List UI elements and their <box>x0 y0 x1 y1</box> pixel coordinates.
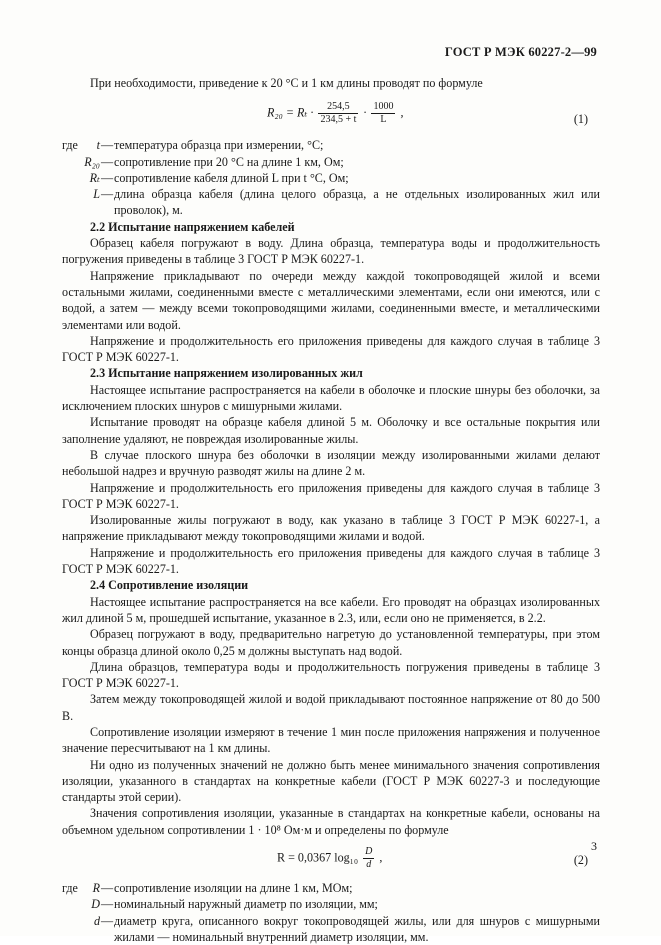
legend-text: температура образца при измерении, °С; <box>114 138 324 153</box>
formula-1-frac2-denominator: L <box>380 114 387 126</box>
legend-symbol: t <box>96 138 100 153</box>
legend-row <box>62 913 600 945</box>
legend-symbol: D <box>91 897 100 912</box>
section-2-4-paragraph: Значения сопротивления изоляции, указанные в стандартах на конкретные кабели, основаны на объемном удельном сопротивлении 1 · 10⁸ Ом·м и определены по формуле <box>62 806 600 837</box>
section-2-4-paragraph: Настоящее испытание распространяется на все кабели. Его проводят на образцах изолированных жил длиной 5 м, прошедшей испытание, указанное в 2.3, или, если оно не применяется, в 2.2. <box>62 594 600 625</box>
section-2-3-paragraph: В случае плоского шнура без оболочки в изоляции между изолированными жилами делают небольшой надрез и вручную разводят жилы на длине 2 м. <box>62 447 600 479</box>
formula-2-numerator: D <box>365 846 373 858</box>
legend-dash: — <box>100 138 114 153</box>
legend-symbol: Rₜ <box>89 170 100 185</box>
formula-1-frac1-denominator: 234,5 + t <box>320 114 357 126</box>
section-2-2-paragraph: Напряжение прикладывают по очереди между каждой токопроводящей жилой и всеми остальными жилами, соединенными вместе с металлическими элементами, если они имеются, или с водой, а затем — между всеми токопроводящими жилами, соединенными вместе, и металлическими элементами или водой. <box>62 268 600 332</box>
formula-2 <box>62 838 600 880</box>
section-2-3-paragraph: Настоящее испытание распространяется на кабели в оболочке и плоские шнуры без оболочки, за исключением плоских шнуров с мишурными жилами. <box>62 382 600 414</box>
formula-1 <box>62 93 600 137</box>
formula-1-tail: , <box>400 105 404 120</box>
legend-text: длина образца кабеля (длина целого образца, а не отдельных изолированных жил или проволок), м. <box>114 187 600 218</box>
section-2-2-heading: 2.2 Испытание напряжением кабелей <box>90 219 295 234</box>
formula-1-number: (1) <box>573 112 588 127</box>
legend-row <box>62 896 600 912</box>
section-2-4-paragraph: Затем между токопроводящей жилой и водой прикладывают постоянное напряжение от 80 до 500 В. <box>62 692 600 723</box>
formula-2-fraction <box>363 846 374 871</box>
section-2-2-paragraph: Напряжение и продолжительность его приложения приведены для каждого случая в таблице 3 ГОСТ Р МЭК 60227-1. <box>62 333 600 365</box>
formula-1-lhs: R₂₀ = Rₜ · <box>267 105 314 120</box>
section-2-3-paragraph: Изолированные жилы погружают в воду, как указано в таблице 3 ГОСТ Р МЭК 60227-1, а напряжение прикладывают между токопроводящими жилами и водой. <box>62 513 600 544</box>
section-2-4-paragraph: Ни одно из полученных значений не должно быть менее минимального значения сопротивления изоляции, указанного в стандартах на конкретные кабели (ГОСТ Р МЭК 60227-3 и последующие стандарты этой серии). <box>62 757 600 805</box>
legend-dash: — <box>100 897 114 912</box>
formula-1-fraction-1 <box>318 101 358 126</box>
legend-symbol: R <box>92 881 100 896</box>
formula-2-legend <box>62 880 600 945</box>
section-2-4-heading: 2.4 Сопротивление изоляции <box>90 578 249 593</box>
section-2-3-paragraph: Напряжение и продолжительность его приложения приведены для каждого случая в таблице 3 ГОСТ Р МЭК 60227-1. <box>62 545 600 577</box>
legend-row <box>62 154 600 170</box>
legend-text: номинальный наружный диаметр по изоляции, мм; <box>114 897 378 912</box>
section-2-2-paragraph: Образец кабеля погружают в воду. Длина образца, температура воды и продолжительность погружения приведены в таблице 3 ГОСТ Р МЭК 60227-1. <box>62 236 600 267</box>
formula-2-denominator: d <box>366 859 372 871</box>
formula-1-body <box>267 101 404 126</box>
formula-1-frac2-numerator: 1000 <box>373 101 394 113</box>
legend-row <box>62 137 600 153</box>
formula-2-body <box>277 846 382 871</box>
legend-row <box>62 880 600 896</box>
section-2-4-paragraph: Длина образцов, температура воды и продолжительность погружения приведены в таблице 3 ГОСТ Р МЭК 60227-1. <box>62 659 600 691</box>
page-number: 3 <box>591 838 597 853</box>
intro-paragraph: При необходимости, приведение к 20 °С и 1 км длины проводят по формуле <box>90 76 483 90</box>
legend-symbol: L <box>93 187 100 202</box>
legend-prefix: где <box>62 138 78 153</box>
formula-2-lhs: R = 0,0367 log₁₀ <box>277 850 359 865</box>
legend-dash: — <box>100 154 114 169</box>
formula-1-legend <box>62 137 600 218</box>
legend-text: диаметр круга, описанного вокруг токопроводящей жилы, или для шнуров с мишурными жилами — номинальный внутренний диаметр изоляции, мм. <box>114 913 600 944</box>
legend-symbol: R₂₀ <box>84 154 100 169</box>
section-2-4-paragraph: Сопротивление изоляции измеряют в течение 1 мин после приложения напряжения и полученное значение пересчитывают на 1 км длины. <box>62 724 600 756</box>
legend-text: сопротивление кабеля длиной L при t °С, Ом; <box>114 170 349 185</box>
section-2-4-paragraph: Образец погружают в воду, предварительно нагретую до установленной температуры, при этом концы образца длиной около 0,25 м должны выступать над водой. <box>62 627 600 658</box>
section-2-3-paragraph: Испытание проводят на образце кабеля длиной 5 м. Оболочку и все остальные покрытия или заполнение удаляют, не повреждая изолированные жилы. <box>62 415 600 446</box>
page-header: ГОСТ Р МЭК 60227-2—99 <box>444 45 597 59</box>
legend-row <box>62 170 600 186</box>
section-2-3-heading: 2.3 Испытание напряжением изолированных жил <box>90 366 363 381</box>
formula-2-number: (2) <box>573 853 588 868</box>
formula-1-fraction-2 <box>371 101 395 126</box>
page-content <box>62 75 600 945</box>
legend-text: сопротивление изоляции на длине 1 км, МОм; <box>114 881 353 896</box>
legend-symbol: d <box>93 913 100 928</box>
legend-dash: — <box>100 170 114 185</box>
legend-dash: — <box>100 913 114 928</box>
section-2-3-paragraph: Напряжение и продолжительность его приложения приведены для каждого случая в таблице 3 ГОСТ Р МЭК 60227-1. <box>62 480 600 511</box>
legend-row <box>62 186 600 219</box>
legend-dash: — <box>100 187 114 202</box>
legend-dash: — <box>100 881 114 896</box>
legend-prefix: где <box>62 881 78 896</box>
formula-1-dot: · <box>363 105 367 120</box>
legend-text: сопротивление при 20 °С на длине 1 км, Ом; <box>114 154 344 169</box>
formula-2-tail: , <box>379 850 383 865</box>
formula-1-frac1-numerator: 254,5 <box>318 101 358 114</box>
